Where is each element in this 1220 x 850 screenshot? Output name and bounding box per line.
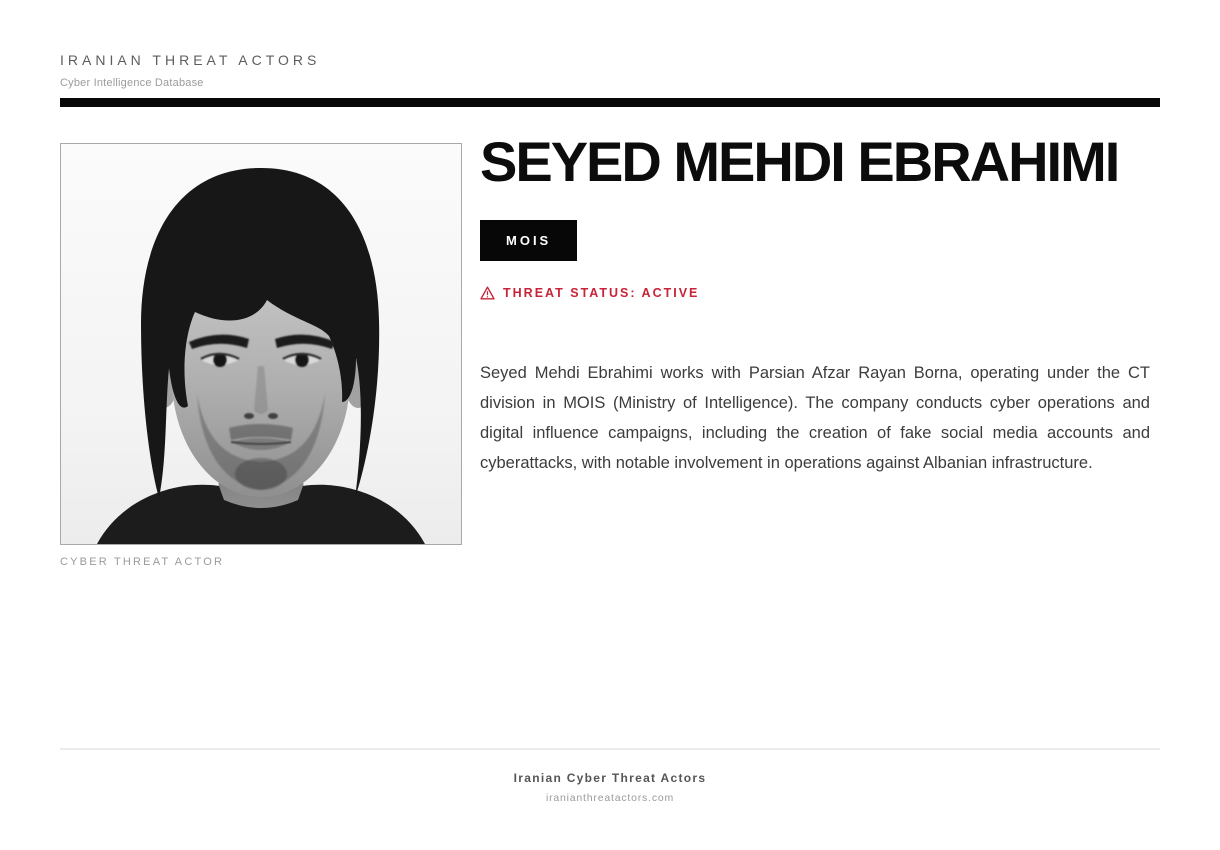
profile-details [480, 130, 1160, 568]
profile-section [60, 130, 1160, 568]
portrait-photo [60, 143, 462, 545]
site-header [60, 0, 1160, 107]
header-rule [60, 98, 1160, 107]
threat-status-label: THREAT STATUS: ACTIVE [503, 285, 700, 300]
site-title: IRANIAN THREAT ACTORS [60, 52, 321, 68]
footer-title: Iranian Cyber Threat Actors [513, 771, 707, 785]
site-footer [60, 748, 1160, 804]
portrait-figure [60, 143, 462, 568]
profile-description: Seyed Mehdi Ebrahimi works with Parsian Afzar Rayan Borna, operating under the CT division in MOIS (Ministry of Intelligence). The company conducts cyber operations and digital influence campaigns, including the creation of fake social media accounts and cyberattacks, with notable involvement in operations against Albanian infrastructure. [480, 363, 1150, 472]
profile-name: SEYED MEHDI EBRAHIMI [480, 130, 1119, 193]
portrait-illustration [61, 144, 461, 544]
site-subtitle: Cyber Intelligence Database [60, 77, 204, 89]
footer-domain: iranianthreatactors.com [545, 792, 675, 804]
portrait-caption: CYBER THREAT ACTOR [60, 556, 225, 568]
threat-status [480, 286, 1160, 300]
warning-triangle-icon [480, 286, 495, 300]
affiliation-badge: MOIS [480, 220, 577, 261]
